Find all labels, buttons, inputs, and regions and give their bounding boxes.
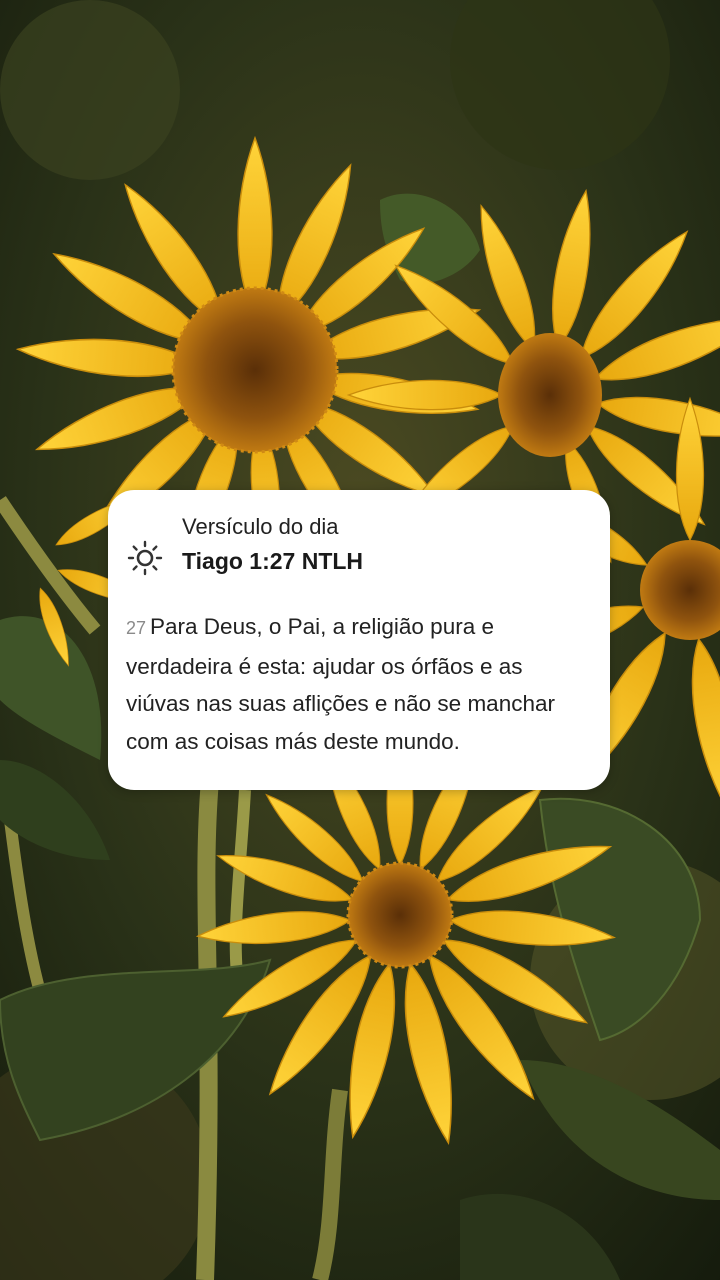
verse-of-the-day-card[interactable]	[108, 490, 610, 790]
card-header	[126, 508, 592, 578]
verse-reference: Tiago 1:27 NTLH	[182, 548, 364, 574]
verse-body	[126, 608, 592, 760]
verse-number: 27	[126, 618, 147, 638]
sun-icon	[127, 540, 163, 576]
header-text	[182, 512, 363, 578]
verse-text: Para Deus, o Pai, a religião pura e verdadeira é esta: ajudar os órfãos e as viúvas nas suas aflições e não se manchar com as coisas más deste mundo.	[126, 614, 555, 754]
card-title: Versículo do dia	[182, 514, 339, 539]
